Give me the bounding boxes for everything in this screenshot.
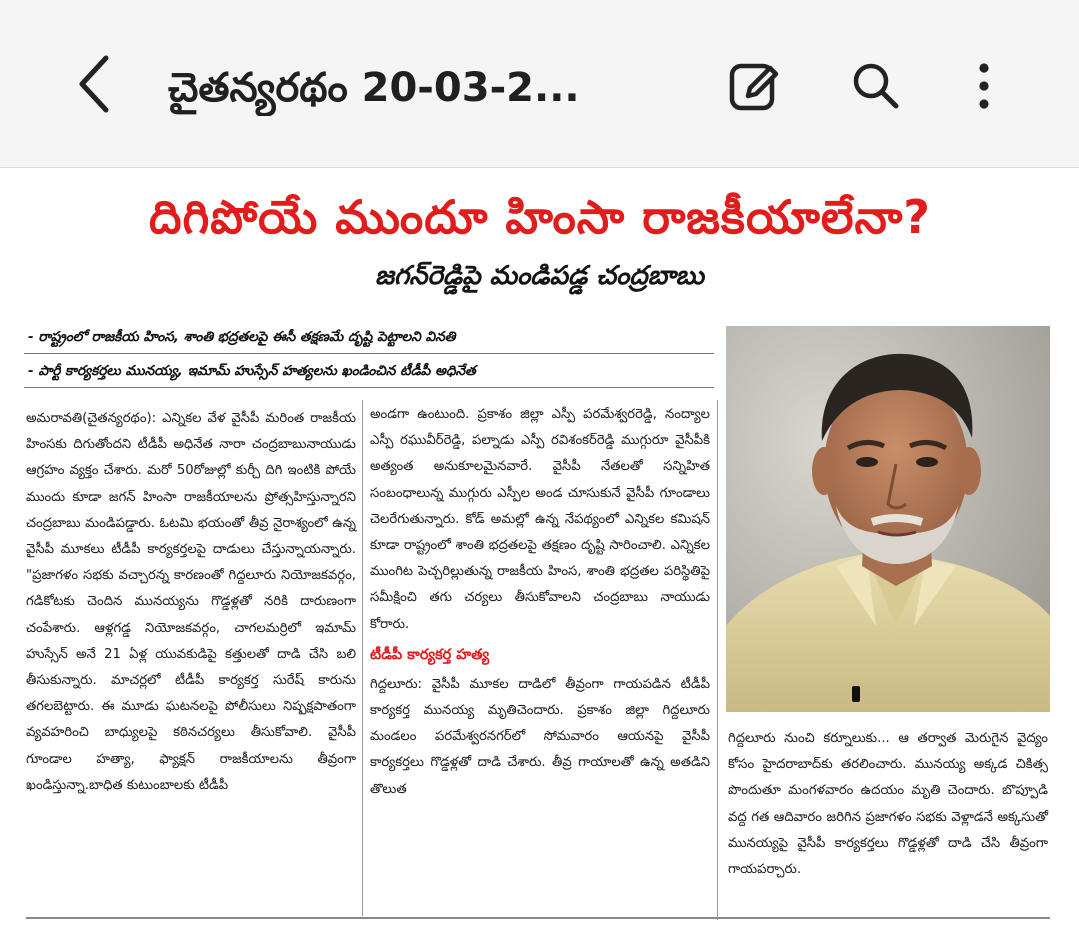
back-button[interactable] [66,52,126,116]
column-divider [717,400,718,920]
article-column-2 [370,402,710,803]
bullet-item: - పార్టీ కార్యకర్తలు మునయ్య, ఇమామ్ హుస్సేన్ హత్యలను ఖండించిన టీడీపీ అధినేత [24,354,714,388]
chevron-left-icon [66,52,126,116]
more-vert-icon [954,56,1014,116]
bullet-item: - రాష్ట్రంలో రాజకీయ హింస, శాంతి భద్రతలపై ఈసీ తక్షణమే దృష్టి పెట్టాలని వినతి [24,320,714,354]
more-options-button[interactable] [954,56,1014,116]
document-title: చైతన్యరథం 20-03-2... [168,65,580,111]
article-column-1 [26,406,356,799]
section-heading: టీడీపీ కార్యకర్త హత్య [370,646,490,663]
article-paragraph: అమరావతి(చైతన్యరథం): ఎన్నికల వేళ వైసీపీ మరింత రాజకీయ హింసకు దిగుతోందని టీడీపీ అధినేత నారా చంద్రబాబునాయుడు ఆగ్రహం వ్యక్తం చేశారు. మరో 50రోజుల్లో కుర్చీ దిగి ఇంటికి పోయే ముందు కూడా జగన్ హింసా రాజకీయాలను ప్రోత్సహిస్తున్నారని చంద్రబాబు మండిపడ్డారు. ఓటమి భయంతో తీవ్ర నైరాశ్యంలో ఉన్న వైసీపీ మూకలు టీడీపీ కార్యకర్తలపై దాడులు చేస్తున్నాయన్నారు. "ప్రజాగళం సభకు వచ్చారన్న కారణంతో గిద్దలూరు నియోజకవర్గం, గడికోటకు చెందిన మునయ్యను గొడ్డళ్లతో నరికి దారుణంగా చంపేశారు. ఆళ్లగడ్డ నియోజకవర్గం, చాగలమర్రిలో ఇమామ్ హుస్సేన్ అనే 21 ఏళ్ల యువకుడిపై కత్తులతో దాడి చేసి బలి తీసుకున్నారు. మాచర్లలో టీడీపీ కార్యకర్త సురేష్ కారును తగలబెట్టారు. ఈ మూడు ఘటనలపై పోలీసులు నిష్పక్షపాతంగా వ్యవహరించి బాధ్యులపై కఠినచర్యలు తీసుకోవాలి. వైసీపీ గూండాల హత్యా, ఫ్యాక్షన్ రాజకీయాలను తీవ్రంగా ఖండిస్తున్నా.బాధిత కుటుంబాలకు టీడీపీ [26,411,356,793]
search-button[interactable] [846,56,906,116]
article-headline: దిగిపోయే ముందూ హింసా రాజకీయాలేనా? [149,190,931,244]
portrait-photo [726,326,1050,712]
edit-button[interactable] [724,56,784,116]
article-paragraph: అండగా ఉంటుంది. ప్రకాశం జిల్లా ఎస్పీ పరమేశ్వరరెడ్డి, నంద్యాల ఎస్పీ రఘువీర్‌రెడ్డి, పల్నాడు ఎస్పీ రవిశంకర్‌రెడ్డి ముగ్గురూ వైసీపీకి అత్యంత అనుకూలమైనవారే. వైసీపీ నేతలతో సన్నిహిత సంబంధాలున్న ముగ్గురు ఎస్పీల అండ చూసుకునే వైసీపీ గూండాలు చెలరేగుతున్నారు. కోడ్ అమల్లో ఉన్న నేపథ్యంలో ఎన్నికల కమిషన్ కూడా రాష్ట్రంలో శాంతి భద్రతలపై తక్షణం దృష్టి సారించాలి. ఎన్నికల ముంగిట పెచ్చరిల్లుతున్న రాజకీయ హింస, శాంతి భద్రతల పరిస్థితిపై సమీక్షించి తగు చర్యలు తీసుకోవాలని చంద్రబాబు నాయుడు కోరారు. [370,407,710,632]
highlight-bullets [24,320,714,388]
bottom-divider [26,917,1050,919]
app-bar [0,0,1079,168]
article-paragraph: గిద్దలూరు నుంచి కర్నూలుకు... ఆ తర్వాత మెరుగైన వైద్యం కోసం హైదరాబాద్‌కు తరలించారు. మునయ్య అక్కడ చికిత్స పొందుతూ మంగళవారం ఉదయం మృతి చెందారు. బొప్పూడి వద్ద గత ఆదివారం జరిగిన ప్రజాగళం సభకు వెళ్లాడనే అక్కసుతో మునయ్యపై వైసీపీ కార్యకర్తలు గొడ్డళ్లతో దాడి చేసి తీవ్రంగా గాయపర్చారు. [728,731,1048,878]
article-subheadline: జగన్‌రెడ్డిపై మండిపడ్డ చంద్రబాబు [375,261,704,291]
article-column-3 [728,726,1048,883]
search-icon [848,58,904,114]
newspaper-clipping [0,168,1079,937]
article-paragraph: గిద్దలూరు: వైసీపీ మూకల దాడిలో తీవ్రంగా గాయపడిన టీడీపీ కార్యకర్త మునయ్య మృతిచెందారు. ప్రకాశం జిల్లా గిద్దలూరు మండలం పరమేశ్వరనగర్‌లో సోమవారం ఆయనపై వైసీపీ కార్యకర్తలు గొడ్డళ్లతో దాడి చేశారు. తీవ్ర గాయాలతో ఉన్న అతడిని తొలుత [370,676,710,797]
edit-icon [726,58,782,114]
column-divider [362,400,363,916]
